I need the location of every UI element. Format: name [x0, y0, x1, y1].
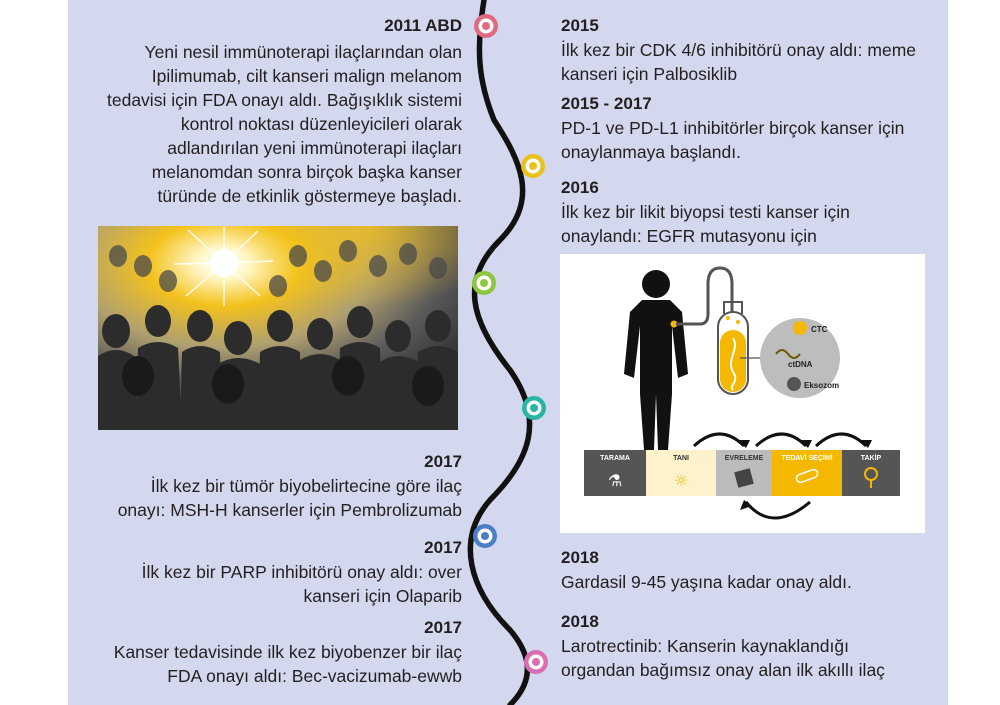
test-tube — [718, 302, 748, 394]
crowd-image — [98, 226, 458, 430]
event-line: Kanser tedavisinde ilk kez biyobenzer bir ilaç — [113, 642, 462, 662]
event-year: 2018 — [561, 612, 599, 631]
event-line: Larotrectinib: Kanserin kaynaklandığı — [561, 636, 849, 656]
timeline-dot-6 — [524, 650, 548, 674]
step-takip — [842, 450, 900, 496]
event-line: İlk kez bir CDK 4/6 inhibitörü onay aldı: meme — [561, 40, 917, 60]
timeline-dot-4 — [522, 396, 546, 420]
event-line: Gardasil 9-45 yaşına kadar onay aldı. — [561, 572, 852, 592]
event-line: İlk kez bir likit biyopsi testi kanser için — [561, 202, 850, 222]
event-text — [62, 640, 462, 688]
event-line: kontrol noktası düzenleyicileri olarak — [180, 114, 462, 134]
event-year: 2011 ABD — [384, 16, 462, 35]
event-line: FDA onayı aldı: Bec-vacizumab-ewwb — [167, 666, 462, 686]
ctc-icon — [793, 321, 807, 335]
step-tedavi-secimi — [772, 450, 842, 496]
event-line: onaylandı: EGFR mutasyonu için — [561, 226, 817, 246]
event-year: 2015 - 2017 — [561, 94, 652, 113]
step-tarama — [584, 450, 646, 496]
event-line: onayı: MSH-H kanserler için Pembrolizumab — [117, 500, 462, 520]
event-line: kanseri için Palbosiklib — [561, 64, 738, 84]
event-line: melanomdan sonra birçok başka kanser — [151, 162, 462, 182]
event-line: İlk kez bir PARP inhibitörü onay aldı: over — [141, 562, 462, 582]
timeline-dot-5 — [473, 524, 497, 548]
exosome-label: Eksozom — [804, 381, 840, 390]
event-text — [561, 38, 951, 86]
event-line: PD-1 ve PD-L1 inhibitörler birçok kanser için — [561, 118, 905, 138]
step-label: TAKİP — [860, 455, 882, 462]
event-text — [561, 116, 951, 164]
event-line: İlk kez bir tümör biyobelirtecine göre ilaç — [150, 476, 462, 496]
event-year: 2017 — [424, 452, 462, 471]
event-line: kanseri için Olaparib — [303, 586, 462, 606]
event-year: 2015 — [561, 16, 599, 35]
event-line: Yeni nesil immünoterapi ilaçlarından olan — [144, 42, 462, 62]
step-label: TARAMA — [600, 455, 630, 462]
human-silhouette — [624, 270, 688, 450]
timeline-dot-1 — [474, 14, 498, 38]
step-tani — [646, 450, 716, 496]
liquid-biopsy-diagram — [560, 254, 925, 533]
step-label: TANI — [673, 455, 689, 462]
event-text — [561, 634, 951, 682]
event-year: 2016 — [561, 178, 599, 197]
ctc-label: CTC — [811, 325, 828, 334]
event-line: türünde de etkinlik göstermeye başladı. — [157, 186, 462, 206]
step-evreleme — [716, 450, 772, 496]
event-line: onaylanmaya başlandı. — [561, 142, 741, 162]
timeline-curve — [470, 0, 529, 705]
exosome-icon — [787, 377, 801, 391]
step-label: TEDAVİ SEÇİMİ — [781, 455, 833, 462]
event-year: 2017 — [424, 538, 462, 557]
event-text — [561, 570, 951, 594]
liquid-biopsy-svg — [560, 254, 925, 533]
event-text — [82, 560, 462, 608]
event-text — [82, 474, 462, 522]
timeline-dot-2 — [521, 154, 545, 178]
event-text — [561, 200, 951, 248]
lightbulb-icon: ☼ — [673, 471, 689, 490]
crowd-illustration — [98, 226, 458, 430]
ctdna-label: ctDNA — [788, 360, 813, 369]
event-text — [82, 40, 462, 208]
event-year: 2018 — [561, 548, 599, 567]
timeline-dot-3 — [472, 271, 496, 295]
event-line: tedavisi için FDA onayı aldı. Bağışıklık sistemi — [107, 90, 462, 110]
event-line: Ipilimumab, cilt kanseri malign melanom — [151, 66, 462, 86]
event-year: 2017 — [424, 618, 462, 637]
microscope-icon: ⚗ — [607, 471, 623, 490]
step-label: EVRELEME — [724, 455, 764, 462]
event-line: adlandırılan yeni immünoterapi ilaçları — [167, 138, 462, 158]
event-line: organdan bağımsız onay alan ilk akıllı ilaç — [561, 660, 885, 680]
